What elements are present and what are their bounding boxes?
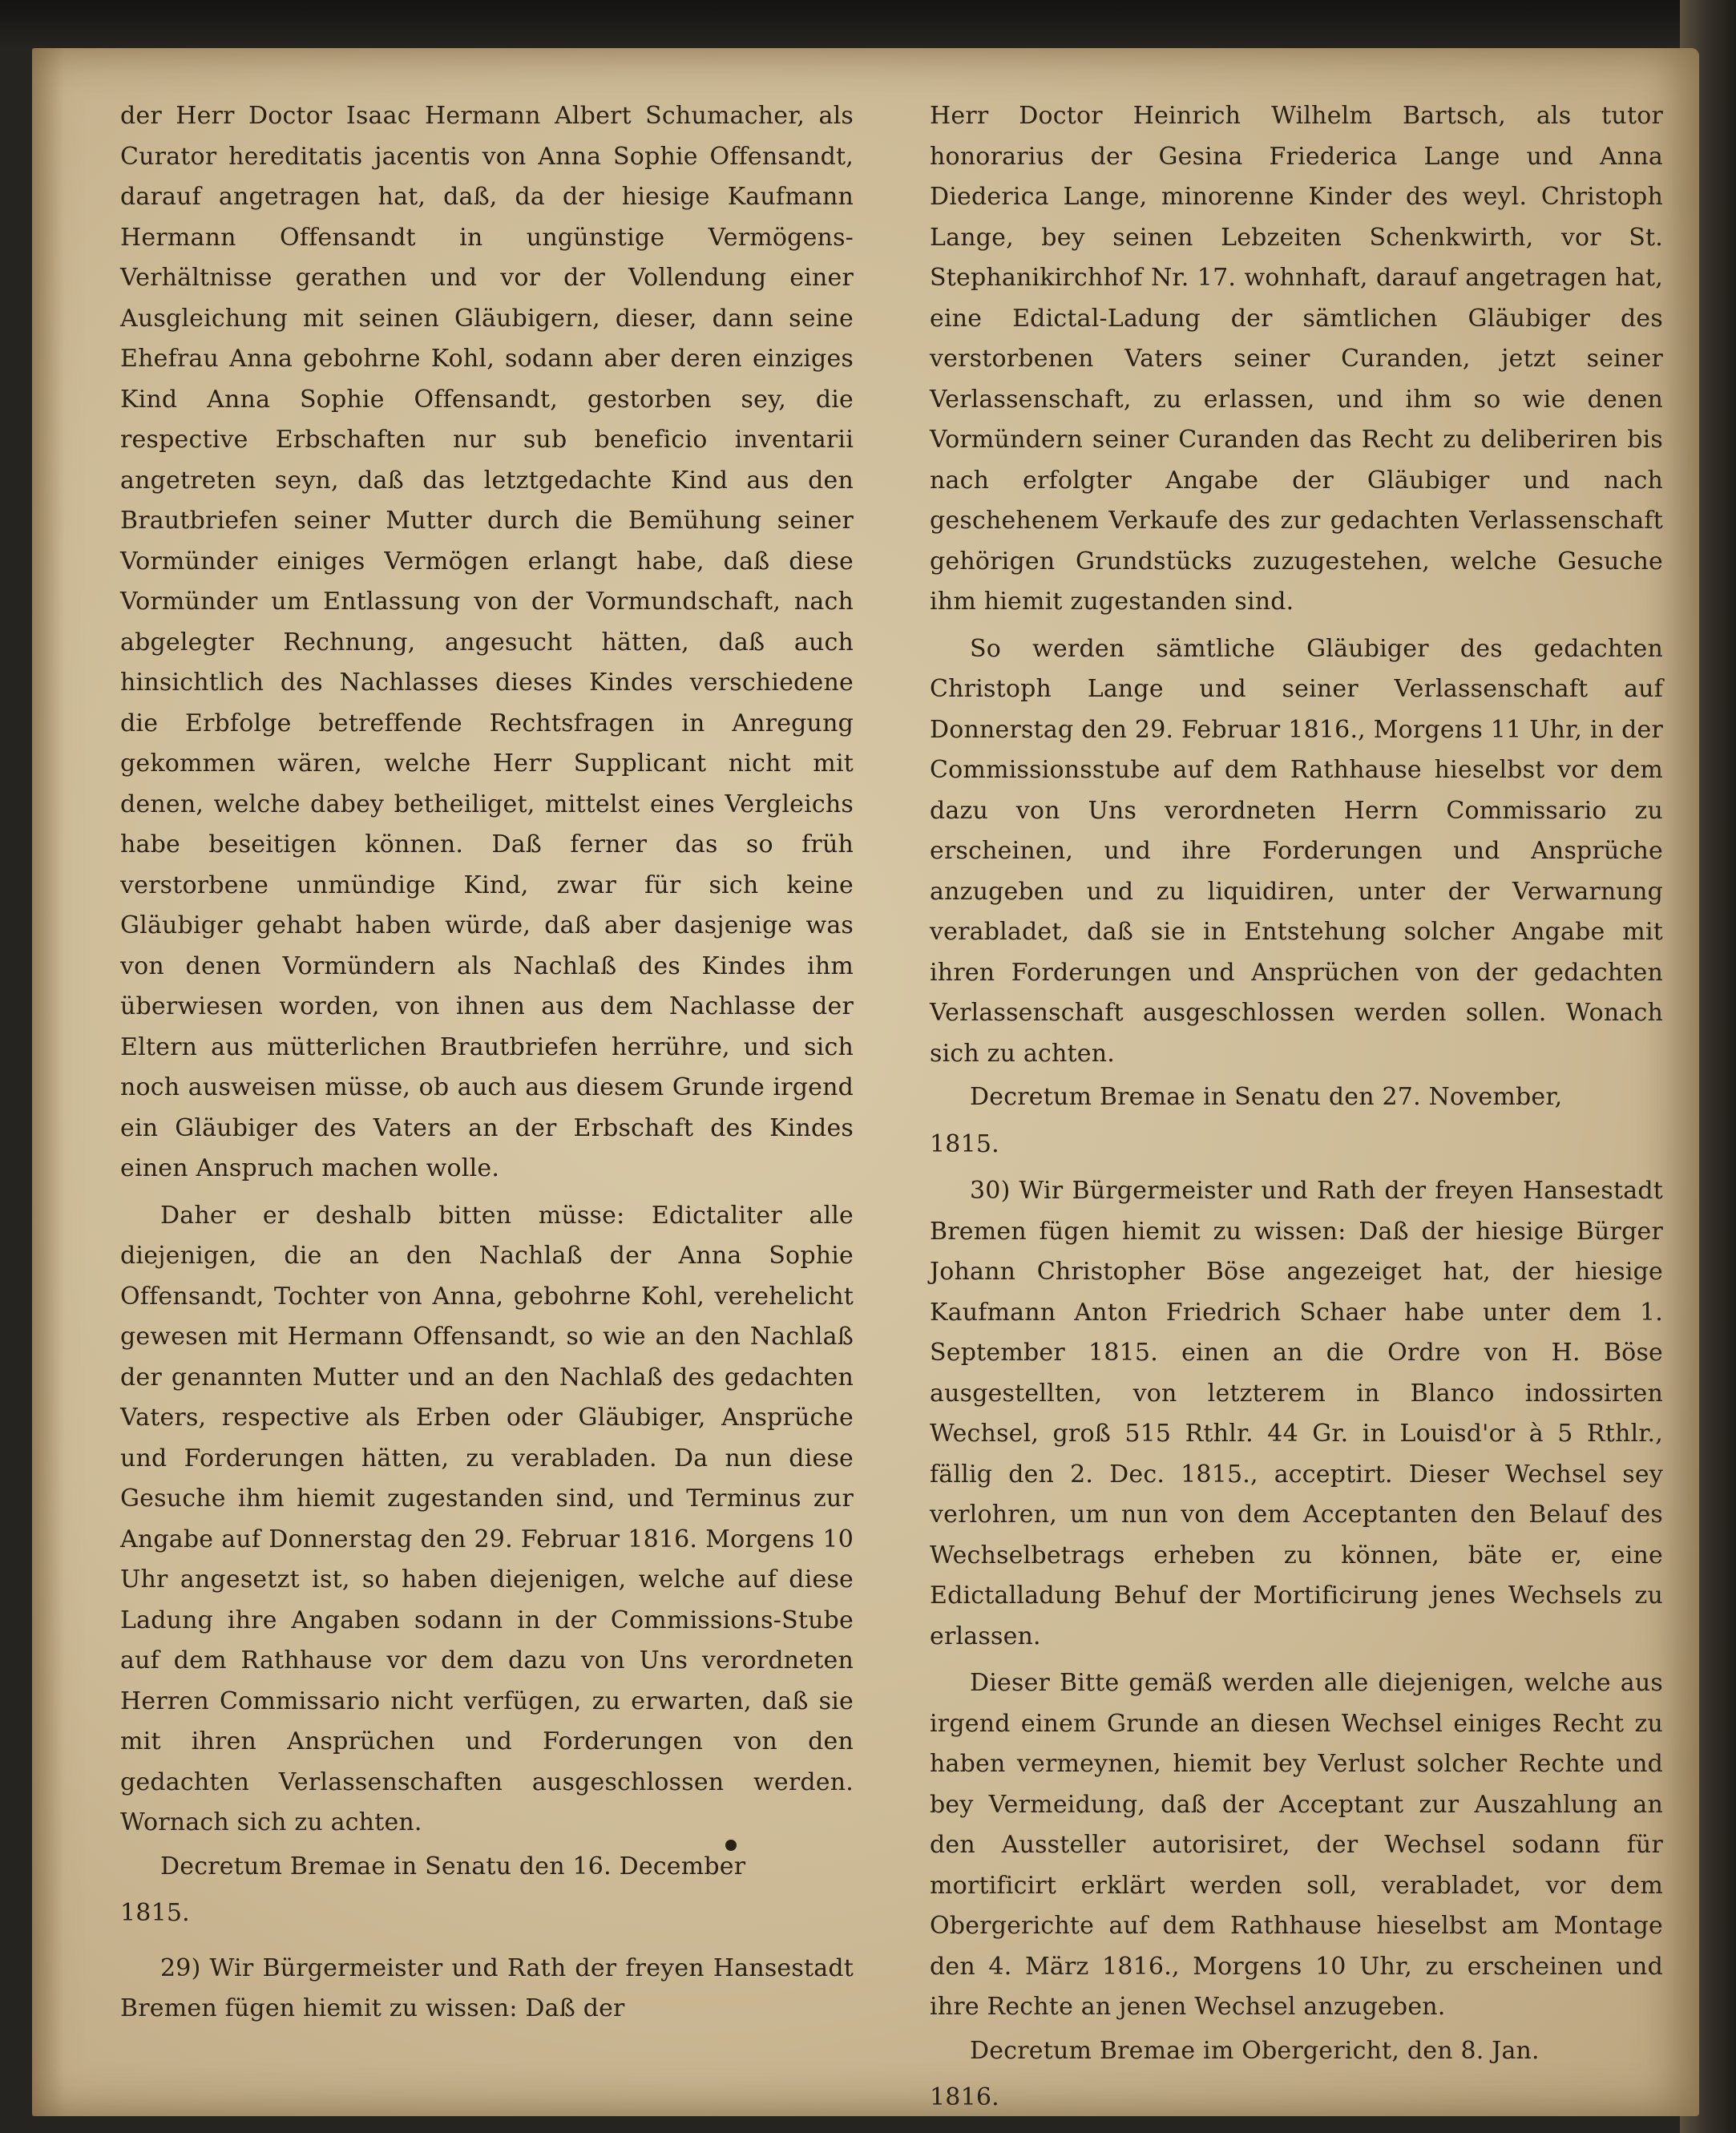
left-decretum: Decretum Bremae in Senatu den 16. December bbox=[160, 1852, 746, 1881]
left-decretum-year: 1815. bbox=[120, 1899, 190, 1927]
left-paragraph-2: Daher er deshalb bitten müsse: Edictaliter alle diejenigen, die an den Nachlaß der Anna Sophie Offensandt, Tochter von Anna, gebohrne Kohl, verehelicht gewesen mit Hermann Offensandt, so wie an den Nachlaß der genannten Mutter und an den Nachlaß des gedachten Vaters, respective als Erben oder Gläubiger, Ansprüche und Forderungen hätten, zu verabladen. Da nun diese Gesuche ihm hiemit zugestanden sind, und Terminus zur Angabe auf Donnerstag den 29. Februar 1816. Morgens 10 Uhr angesetzt ist, so haben diejenigen, welche auf diese Ladung ihre Angaben sodann in der Commissions-Stube auf dem Rathhause vor dem dazu von Uns verordneten Herren Commissario nicht verfügen, zu erwarten, daß sie mit ihren Ansprüchen und Forderungen von den gedachten Verlassenschaften ausgeschlossen werden. Wornach sich zu achten. bbox=[120, 1201, 854, 1836]
spacer bbox=[120, 1939, 854, 1949]
top-shadow bbox=[0, 0, 1736, 48]
page-fold-shadow bbox=[32, 48, 64, 2116]
ink-mark bbox=[725, 1840, 737, 1851]
left-paragraph-3: 29) Wir Bürgermeister und Rath der freyen Hansestadt Bremen fügen hiemit zu wissen: Daß der bbox=[120, 1953, 854, 2022]
right-column bbox=[930, 96, 1663, 2123]
right-decretum-1: Decretum Bremae in Senatu den 27. November, bbox=[970, 1083, 1563, 1111]
right-paragraph-3: 30) Wir Bürgermeister und Rath der freyen Hansestadt Bremen fügen hiemit zu wissen: Daß der hiesige Bürger Johann Christopher Böse angezeiget hat, der hiesige Kaufmann Anton Friedrich Schaer habe unter dem 1. September 1815. einen an die Ordre von H. Böse ausgestellten, von letzterem in Blanco indossirten Wechsel, groß 515 Rthlr. 44 Gr. in Louisd'or à 5 Rthlr., fällig den 2. Dec. 1815., acceptirt. Dieser Wechsel sey verlohren, um nun von dem Acceptanten den Belauf des Wechselbetrags erheben zu können, bäte er, eine Edictalladung Behuf der Mortificirung jenes Wechsels zu erlassen. bbox=[930, 1177, 1663, 1650]
right-decretum-2-year: 1816. bbox=[930, 2083, 999, 2111]
right-paragraph-1: Herr Doctor Heinrich Wilhelm Bartsch, als tutor honorarius der Gesina Friederica Lange und Anna Diederica Lange, minorenne Kinder des weyl. Christoph Lange, bey seinen Lebzeiten Schenkwirth, vor St. Stephanikirchhof Nr. 17. wohnhaft, darauf angetragen hat, eine Edictal-Ladung der sämtlichen Gläubiger des verstorbenen Vaters seiner Curanden, jetzt seiner Verlassenschaft, zu erlassen, und ihm so wie denen Vormündern seiner Curanden das Recht zu deliberiren bis nach erfolgter Angabe der Gläubiger und nach geschehenem Verkaufe des zur gedachten Verlassenschaft gehörigen Grundstücks zuzugestehen, welche Gesuche ihm hiemit zugestanden sind. bbox=[930, 102, 1663, 616]
right-decretum-1-year: 1815. bbox=[930, 1129, 999, 1158]
left-paragraph-1: der Herr Doctor Isaac Hermann Albert Schumacher, als Curator hereditatis jacentis von Anna Sophie Offensandt, darauf angetragen hat, daß, da der hiesige Kaufmann Hermann Offensandt in ungünstige Vermögens-Verhältnisse gerathen und vor der Vollendung einer Ausgleichung mit seinen Gläubigern, dieser, dann seine Ehefrau Anna gebohrne Kohl, sodann aber deren einziges Kind Anna Sophie Offensandt, gestorben sey, die respective Erbschaften nur sub beneficio inventarii angetreten seyn, daß das letztgedachte Kind aus den Brautbriefen seiner Mutter durch die Bemühung seiner Vormünder einiges Vermögen erlangt habe, daß diese Vormünder um Entlassung von der Vormundschaft, nach abgelegter Rechnung, angesucht hätten, daß auch hinsichtlich des Nachlasses dieses Kindes verschiedene die Erbfolge betreffende Rechtsfragen in Anregung gekommen wären, welche Herr Supplicant nicht mit denen, welche dabey betheiliget, mittelst eines Vergleichs habe beseitigen können. Daß ferner das so früh verstorbene unmündige Kind, zwar für sich keine Gläubiger gehabt haben würde, daß aber dasjenige was von denen Vormündern als Nachlaß des Kindes ihm überwiesen worden, von ihnen aus dem Nachlasse der Eltern aus mütterlichen Brautbriefen herrühre, und sich noch ausweisen müsse, ob auch aus diesem Grunde irgend ein Gläubiger des Vaters an der Erbschaft des Kindes einen Anspruch machen wolle. bbox=[120, 102, 854, 1182]
right-decretum-2: Decretum Bremae im Obergericht, den 8. Jan. bbox=[970, 2036, 1540, 2065]
left-column bbox=[120, 96, 854, 2030]
right-paragraph-4: Dieser Bitte gemäß werden alle diejenigen, welche aus irgend einem Grunde an diesen Wechsel einiges Recht zu haben vermeynen, hiemit bey Verlust solcher Rechte und bey Vermeidung, daß der Acceptant zur Auszahlung an den Aussteller autorisiret, der Wechsel sodann für mortificirt erklärt werden soll, verabladet, vor dem Obergerichte auf dem Rathhause hieselbst am Montage den 4. März 1816., Morgens 10 Uhr, zu erscheinen und ihre Rechte an jenen Wechsel anzugeben. bbox=[930, 1669, 1663, 2021]
right-paragraph-2: So werden sämtliche Gläubiger des gedachten Christoph Lange und seiner Verlassenschaft auf Donnerstag den 29. Februar 1816., Morgens 11 Uhr, in der Commissionsstube auf dem Rathhause hieselbst vor dem dazu von Uns verordneten Herrn Commissario zu erscheinen, und ihre Forderungen und Ansprüche anzugeben und zu liquidiren, unter der Verwarnung verabladet, daß sie in Entstehung solcher Angabe mit ihren Forderungen und Ansprüchen von der gedachten Verlassenschaft ausgeschlossen werden sollen. Wonach sich zu achten. bbox=[930, 634, 1663, 1068]
